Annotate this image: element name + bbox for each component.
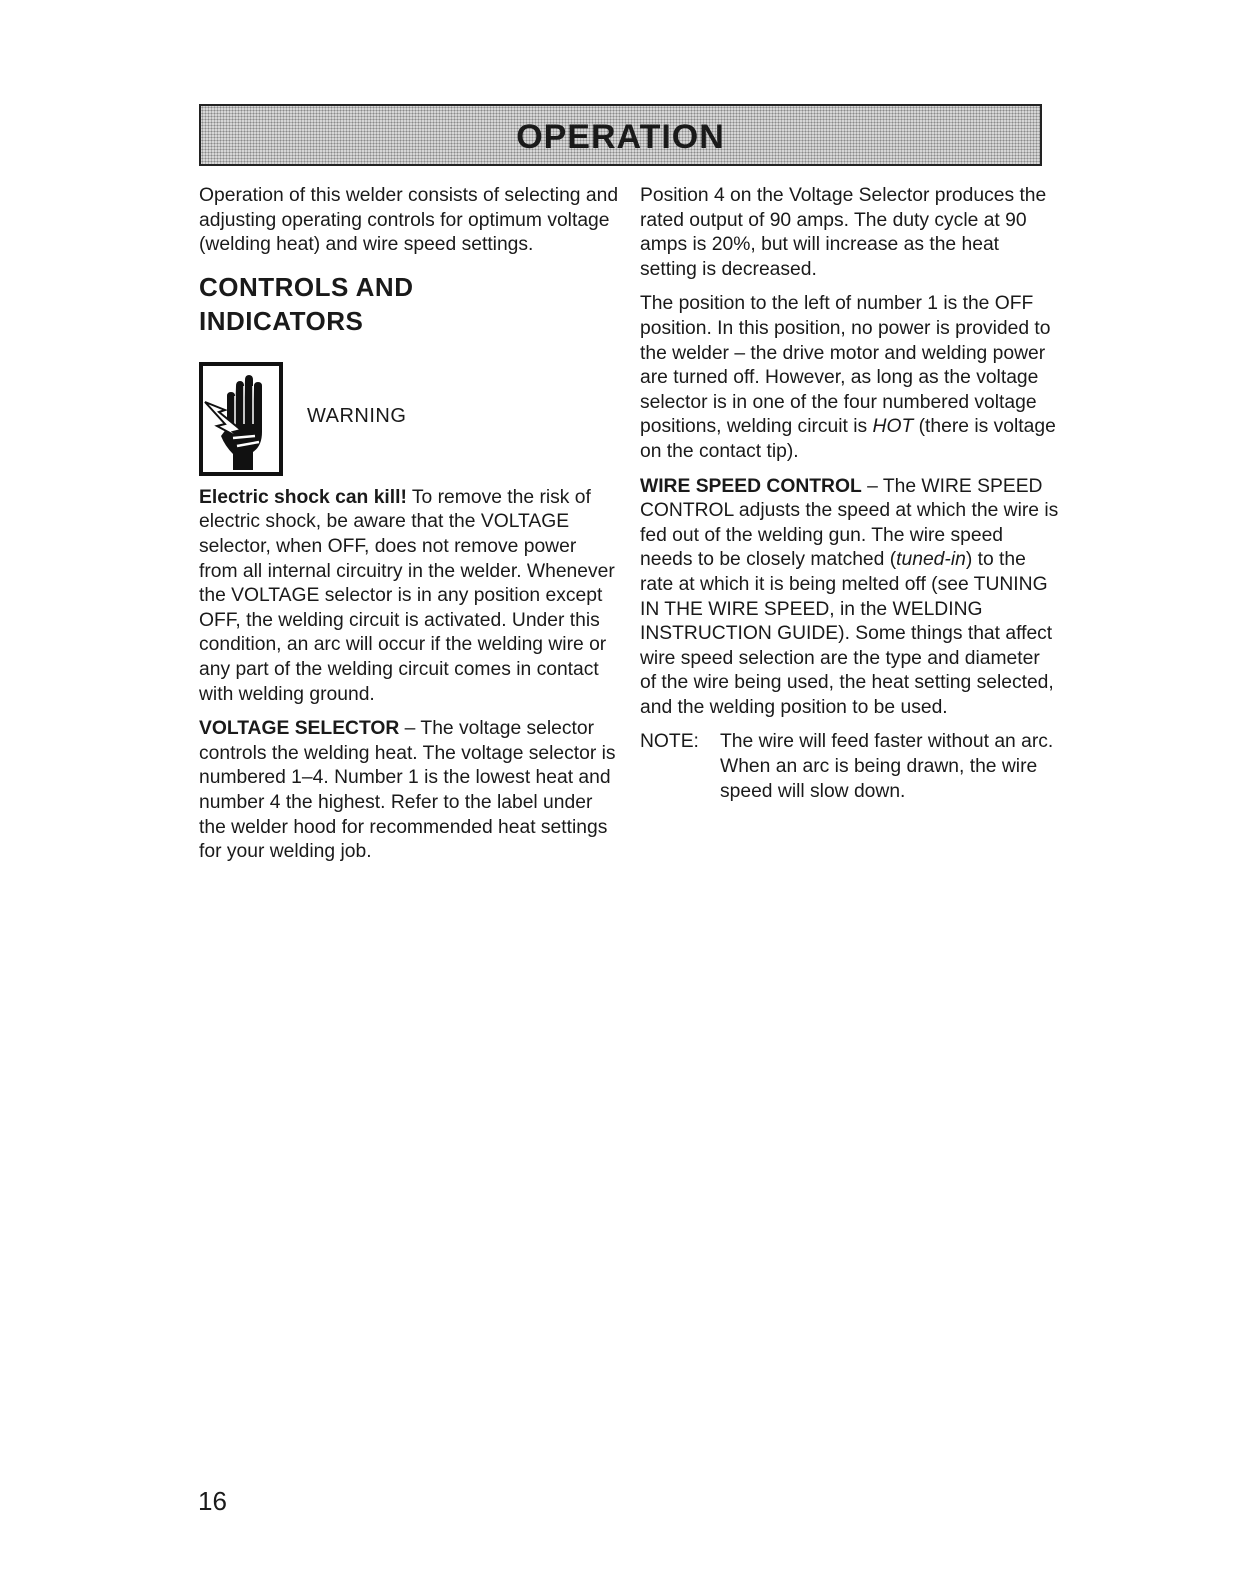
position-4-paragraph: Position 4 on the Voltage Selector produces the rated output of 90 amps. The duty cycle at 90 amps is 20%, but will increase as the heat setting is decreased. — [640, 185, 1047, 280]
tuned-in-emphasis: tuned-in — [896, 549, 966, 571]
controls-heading — [199, 270, 619, 338]
electric-shock-hand-icon — [199, 362, 283, 476]
wire-speed-text-b: ) to the rate at which it is being melted off (see TUNING IN THE WIRE SPEED, in the WELDING INSTRUCTION GUIDE). Some things that affect wire speed selection are the type and diameter of the wire being used, the heat setting selected, and the welding position to be used. — [640, 549, 1054, 718]
off-position-text-a: The position to the left of number 1 is the OFF position. In this position, no power is provided to the welder – the drive motor and welding power are turned off. However, as long as the voltage selector is in one of the four numbered voltage positions, welding circuit is — [640, 293, 1051, 438]
voltage-selector-lead: VOLTAGE SELECTOR — [199, 718, 400, 740]
left-column — [199, 184, 619, 865]
wire-speed-lead: WIRE SPEED CONTROL — [640, 475, 862, 497]
off-position-text-b: (there is voltage on the contact tip). — [640, 416, 1056, 462]
voltage-selector-text: – The voltage selector controls the welding heat. The voltage selector is numbered 1–4. Number 1 is the lowest heat and number 4 the highest. Refer to the label under the welder hood for recommended heat settings for your welding job. — [199, 718, 616, 863]
shock-warning-paragraph — [199, 486, 619, 707]
voltage-selector-paragraph — [199, 717, 619, 865]
note-label: NOTE: — [640, 731, 699, 753]
hot-emphasis: HOT — [872, 416, 914, 438]
section-banner — [199, 104, 1042, 166]
note-block — [640, 730, 1060, 804]
note-text: The wire will feed faster without an arc. When an arc is being drawn, the wire speed will slow down. — [720, 731, 1054, 802]
warning-block — [199, 362, 619, 476]
wire-speed-paragraph — [640, 475, 1060, 721]
off-position-paragraph — [640, 292, 1060, 464]
wire-speed-text-a: – The WIRE SPEED CONTROL adjusts the speed at which the wire is fed out of the welding gun. The wire speed needs to be closely matched ( — [640, 475, 1059, 571]
banner-title: OPERATION — [516, 117, 725, 156]
heading-line-1: CONTROLS AND — [199, 271, 414, 302]
heading-line-2: INDICATORS — [199, 305, 364, 336]
shock-warning-lead: Electric shock can kill! — [199, 486, 407, 508]
page-number: 16 — [198, 1486, 227, 1516]
shock-warning-text: To remove the risk of electric shock, be aware that the VOLTAGE selector, when OFF, does not remove power from all internal circuitry in the welder. Whenever the VOLTAGE selector is in any position except OFF, the welding circuit is activated. Under this condition, an arc will occur if the welding wire or any part of the welding circuit comes in contact with welding ground. — [199, 486, 615, 705]
right-column — [640, 184, 1060, 804]
intro-paragraph: Operation of this welder consists of selecting and adjusting operating controls for optimum voltage (welding heat) and wire speed settings. — [199, 185, 619, 256]
warning-label: WARNING — [307, 405, 407, 428]
